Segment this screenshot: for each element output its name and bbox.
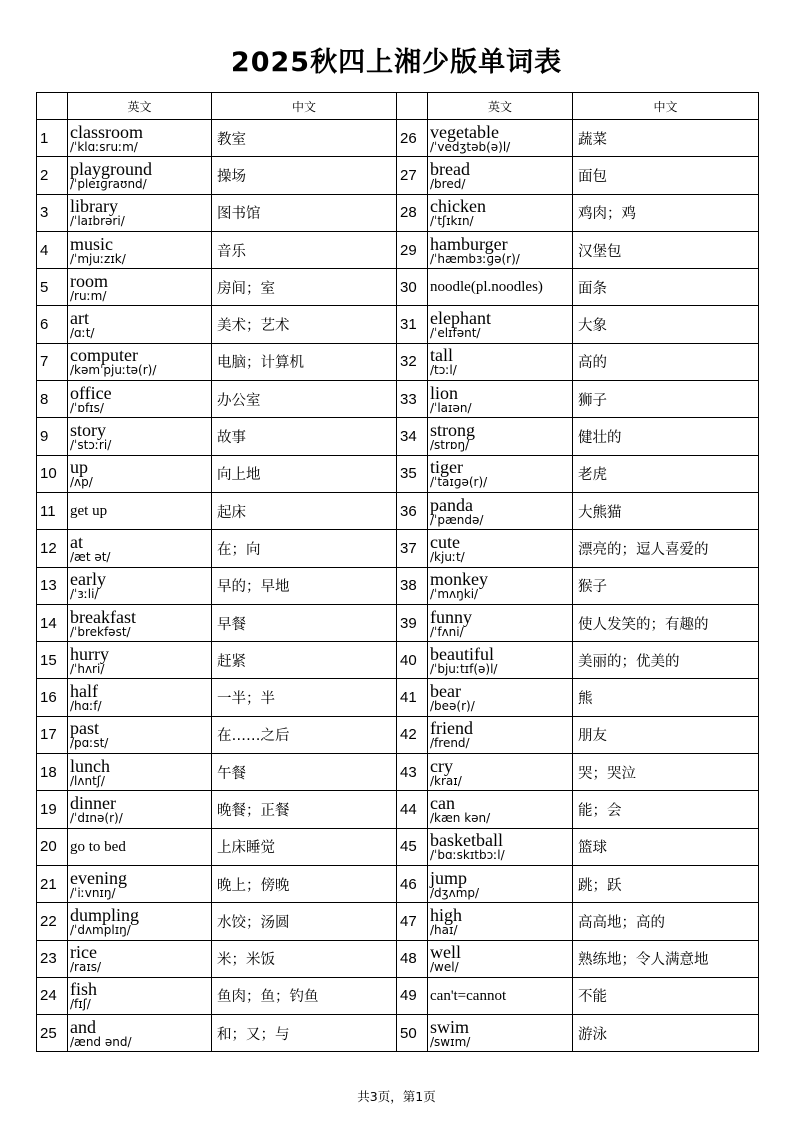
- entry-chinese: 赶紧: [212, 642, 397, 679]
- table-row: [37, 828, 759, 865]
- entry-chinese: 鸡肉；鸡: [573, 194, 759, 231]
- entry-number: 46: [397, 865, 428, 902]
- entry-chinese: 米；米饭: [212, 940, 397, 977]
- english-word: up: [70, 457, 88, 478]
- entry-number: 4: [37, 231, 68, 268]
- entry-chinese: 电脑；计算机: [212, 343, 397, 380]
- table-row: [37, 903, 759, 940]
- phonetic-transcription: /ɑːt/: [70, 326, 95, 341]
- entry-english: [68, 530, 212, 567]
- entry-number: 17: [37, 716, 68, 753]
- table-row: [37, 977, 759, 1014]
- entry-english: [428, 679, 573, 716]
- entry-number: 20: [37, 828, 68, 865]
- english-word: early: [70, 569, 106, 590]
- entry-english: [68, 1015, 212, 1052]
- entry-english: [68, 940, 212, 977]
- table-row: [37, 306, 759, 343]
- entry-english: [68, 418, 212, 455]
- entry-chinese: 面条: [573, 269, 759, 306]
- entry-number: 18: [37, 754, 68, 791]
- entry-english: [428, 604, 573, 641]
- english-word: panda: [430, 494, 473, 515]
- entry-chinese: 哭；哭泣: [573, 754, 759, 791]
- entry-chinese: 跳；跃: [573, 865, 759, 902]
- entry-english: [428, 120, 573, 157]
- english-word: basketball: [430, 830, 503, 851]
- english-word: hamburger: [430, 233, 508, 254]
- phonetic-transcription: /ˈmʌŋki/: [430, 587, 479, 602]
- entry-english: [68, 231, 212, 268]
- table-row: [37, 381, 759, 418]
- phonetic-transcription: /tɔːl/: [430, 363, 457, 378]
- entry-chinese: 午餐: [212, 754, 397, 791]
- phonetic-transcription: /kæn kən/: [430, 810, 491, 825]
- table-body: [37, 120, 759, 1052]
- entry-number: 12: [37, 530, 68, 567]
- phonetic-transcription: /lʌntʃ/: [70, 773, 105, 788]
- entry-number: 24: [37, 977, 68, 1014]
- phonetic-transcription: /kjuːt/: [430, 549, 465, 564]
- phonetic-transcription: /swɪm/: [430, 1034, 471, 1049]
- entry-number: 9: [37, 418, 68, 455]
- english-word: monkey: [430, 569, 488, 590]
- entry-number: 3: [37, 194, 68, 231]
- entry-english: [428, 567, 573, 604]
- english-word: get up: [70, 503, 108, 520]
- table-row: [37, 231, 759, 268]
- entry-number: 19: [37, 791, 68, 828]
- phonetic-transcription: /ʌp/: [70, 475, 93, 490]
- english-word: can: [430, 792, 455, 813]
- english-word: music: [70, 233, 113, 254]
- entry-chinese: 早的；早地: [212, 567, 397, 604]
- english-word: story: [70, 420, 106, 441]
- entry-number: 11: [37, 492, 68, 529]
- entry-number: 26: [397, 120, 428, 157]
- entry-english: [68, 791, 212, 828]
- entry-number: 1: [37, 120, 68, 157]
- entry-chinese: 健壮的: [573, 418, 759, 455]
- entry-english: [428, 754, 573, 791]
- entry-chinese: 图书馆: [212, 194, 397, 231]
- entry-chinese: 熟练地；令人满意地: [573, 940, 759, 977]
- table-row: [37, 604, 759, 641]
- entry-number: 7: [37, 343, 68, 380]
- english-word: tiger: [430, 457, 463, 478]
- entry-chinese: 高高地；高的: [573, 903, 759, 940]
- entry-english: [68, 865, 212, 902]
- english-word: swim: [430, 1016, 470, 1037]
- entry-english: [428, 194, 573, 231]
- phonetic-transcription: /raɪs/: [70, 960, 102, 975]
- entry-number: 50: [397, 1015, 428, 1052]
- table-row: [37, 940, 759, 977]
- entry-chinese: 篮球: [573, 828, 759, 865]
- entry-english: [428, 791, 573, 828]
- table-row: [37, 455, 759, 492]
- english-word: jump: [430, 867, 468, 888]
- entry-chinese: 起床: [212, 492, 397, 529]
- entry-chinese: 不能: [573, 977, 759, 1014]
- english-word: high: [430, 904, 463, 925]
- table-row: [37, 642, 759, 679]
- entry-number: 49: [397, 977, 428, 1014]
- entry-number: 48: [397, 940, 428, 977]
- entry-chinese: 大象: [573, 306, 759, 343]
- header-number-right: [397, 93, 428, 120]
- english-word: bear: [430, 681, 461, 702]
- phonetic-transcription: /ˈtʃɪkɪn/: [430, 214, 474, 229]
- phonetic-transcription: /ˈelɪfənt/: [430, 326, 481, 341]
- entry-chinese: 美丽的；优美的: [573, 642, 759, 679]
- english-word: fish: [70, 979, 97, 1000]
- phonetic-transcription: /strɒŋ/: [430, 438, 470, 453]
- phonetic-transcription: /ˈbrekfəst/: [70, 624, 131, 639]
- entry-chinese: 办公室: [212, 381, 397, 418]
- entry-english: [428, 231, 573, 268]
- phonetic-transcription: /ˈhæmbɜːɡə(r)/: [430, 251, 520, 266]
- english-word: strong: [430, 420, 475, 441]
- phonetic-transcription: /ˈtaɪɡə(r)/: [430, 475, 488, 490]
- entry-english: [68, 567, 212, 604]
- entry-number: 10: [37, 455, 68, 492]
- english-word: and: [70, 1016, 96, 1037]
- entry-number: 31: [397, 306, 428, 343]
- entry-number: 14: [37, 604, 68, 641]
- phonetic-transcription: /haɪ/: [430, 922, 458, 937]
- phonetic-transcription: /bred/: [430, 176, 466, 191]
- entry-number: 42: [397, 716, 428, 753]
- phonetic-transcription: /ˈbjuːtɪf(ə)l/: [430, 661, 498, 676]
- phonetic-transcription: /ˈɒfɪs/: [70, 400, 104, 415]
- english-word: vegetable: [430, 121, 499, 142]
- entry-english: [68, 492, 212, 529]
- entry-chinese: 汉堡包: [573, 231, 759, 268]
- english-word: bread: [430, 158, 470, 179]
- entry-english: [68, 381, 212, 418]
- entry-number: 16: [37, 679, 68, 716]
- header-number-left: [37, 93, 68, 120]
- english-word: noodle(pl.noodles): [430, 279, 543, 296]
- entry-english: [68, 977, 212, 1014]
- english-word: elephant: [430, 308, 491, 329]
- table-row: [37, 1015, 759, 1052]
- entry-chinese: 和；又；与: [212, 1015, 397, 1052]
- phonetic-transcription: /dʒʌmp/: [430, 885, 480, 900]
- english-word: can't=cannot: [430, 987, 507, 1004]
- entry-number: 13: [37, 567, 68, 604]
- english-word: go to bed: [70, 838, 126, 855]
- entry-number: 38: [397, 567, 428, 604]
- phonetic-transcription: /wel/: [430, 960, 459, 975]
- english-word: at: [70, 531, 83, 552]
- entry-number: 25: [37, 1015, 68, 1052]
- table-row: [37, 343, 759, 380]
- entry-english: [428, 1015, 573, 1052]
- entry-english: [68, 828, 212, 865]
- english-word: classroom: [70, 121, 143, 142]
- english-word: lion: [430, 382, 459, 403]
- entry-english: [428, 940, 573, 977]
- entry-chinese: 猴子: [573, 567, 759, 604]
- english-word: hurry: [70, 643, 109, 664]
- entry-number: 5: [37, 269, 68, 306]
- entry-number: 22: [37, 903, 68, 940]
- vocabulary-table: [36, 92, 759, 1052]
- entry-chinese: 大熊猫: [573, 492, 759, 529]
- english-word: funny: [430, 606, 472, 627]
- entry-english: [68, 157, 212, 194]
- english-word: beautiful: [430, 643, 494, 664]
- phonetic-transcription: /ˈstɔːri/: [70, 438, 112, 453]
- english-word: rice: [70, 942, 97, 963]
- entry-english: [68, 343, 212, 380]
- entry-english: [428, 269, 573, 306]
- entry-chinese: 早餐: [212, 604, 397, 641]
- english-word: dumpling: [70, 904, 140, 925]
- phonetic-transcription: /ˈiːvnɪŋ/: [70, 885, 116, 900]
- entry-chinese: 音乐: [212, 231, 397, 268]
- english-word: office: [70, 382, 112, 403]
- phonetic-transcription: /ˈklɑːsruːm/: [70, 139, 138, 154]
- page-title: 2025秋四上湘少版单词表: [230, 47, 563, 78]
- entry-number: 36: [397, 492, 428, 529]
- entry-english: [428, 828, 573, 865]
- phonetic-transcription: /ˈɜːli/: [70, 587, 99, 602]
- english-word: chicken: [430, 196, 486, 217]
- table-row: [37, 567, 759, 604]
- entry-english: [428, 903, 573, 940]
- entry-number: 44: [397, 791, 428, 828]
- header-english-right: 英文: [428, 93, 573, 120]
- english-word: room: [70, 270, 108, 291]
- entry-english: [428, 157, 573, 194]
- header-chinese-right: 中文: [573, 93, 759, 120]
- entry-number: 41: [397, 679, 428, 716]
- entry-chinese: 面包: [573, 157, 759, 194]
- entry-english: [428, 642, 573, 679]
- entry-english: [428, 343, 573, 380]
- entry-chinese: 漂亮的；逗人喜爱的: [573, 530, 759, 567]
- table-header-row: [37, 93, 759, 120]
- phonetic-transcription: /fɪʃ/: [70, 997, 91, 1012]
- entry-number: 39: [397, 604, 428, 641]
- english-word: cute: [430, 531, 460, 552]
- table-row: [37, 418, 759, 455]
- table-row: [37, 530, 759, 567]
- entry-chinese: 一半；半: [212, 679, 397, 716]
- entry-number: 8: [37, 381, 68, 418]
- entry-chinese: 房间；室: [212, 269, 397, 306]
- entry-number: 32: [397, 343, 428, 380]
- phonetic-transcription: /æt ət/: [70, 549, 111, 564]
- entry-chinese: 美术；艺术: [212, 306, 397, 343]
- entry-english: [68, 194, 212, 231]
- entry-chinese: 教室: [212, 120, 397, 157]
- entry-number: 37: [397, 530, 428, 567]
- entry-number: 34: [397, 418, 428, 455]
- entry-number: 6: [37, 306, 68, 343]
- entry-english: [68, 604, 212, 641]
- phonetic-transcription: /pɑːst/: [70, 736, 109, 751]
- entry-english: [68, 754, 212, 791]
- entry-chinese: 故事: [212, 418, 397, 455]
- entry-number: 40: [397, 642, 428, 679]
- entry-number: 43: [397, 754, 428, 791]
- english-word: half: [70, 681, 98, 702]
- english-word: evening: [70, 867, 127, 888]
- entry-chinese: 在……之后: [212, 716, 397, 753]
- entry-chinese: 晚餐；正餐: [212, 791, 397, 828]
- entry-number: 29: [397, 231, 428, 268]
- entry-chinese: 朋友: [573, 716, 759, 753]
- english-word: library: [70, 196, 118, 217]
- phonetic-transcription: /beə(r)/: [430, 699, 475, 714]
- entry-number: 2: [37, 157, 68, 194]
- english-word: computer: [70, 345, 138, 366]
- entry-english: [428, 418, 573, 455]
- header-chinese-left: 中文: [212, 93, 397, 120]
- entry-number: 45: [397, 828, 428, 865]
- entry-english: [68, 455, 212, 492]
- entry-number: 33: [397, 381, 428, 418]
- entry-number: 28: [397, 194, 428, 231]
- phonetic-transcription: /ænd ənd/: [70, 1034, 132, 1049]
- phonetic-transcription: /hɑːf/: [70, 699, 102, 714]
- phonetic-transcription: /kraɪ/: [430, 773, 462, 788]
- entry-english: [428, 492, 573, 529]
- phonetic-transcription: /ˈmjuːzɪk/: [70, 251, 126, 266]
- entry-chinese: 操场: [212, 157, 397, 194]
- table-row: [37, 157, 759, 194]
- entry-english: [428, 865, 573, 902]
- table-row: [37, 194, 759, 231]
- phonetic-transcription: /ˈfʌni/: [430, 624, 464, 639]
- phonetic-transcription: /ˈdʌmplɪŋ/: [70, 922, 131, 937]
- entry-chinese: 水饺；汤圆: [212, 903, 397, 940]
- phonetic-transcription: /ˈpleɪɡraʊnd/: [70, 176, 147, 191]
- entry-english: [428, 977, 573, 1014]
- english-word: friend: [430, 718, 473, 739]
- entry-english: [68, 716, 212, 753]
- entry-number: 15: [37, 642, 68, 679]
- phonetic-transcription: /kəmˈpjuːtə(r)/: [70, 363, 157, 378]
- english-word: cry: [430, 755, 453, 776]
- entry-chinese: 晚上；傍晚: [212, 865, 397, 902]
- entry-english: [68, 269, 212, 306]
- phonetic-transcription: /frend/: [430, 736, 470, 751]
- english-word: past: [70, 718, 99, 739]
- entry-chinese: 老虎: [573, 455, 759, 492]
- entry-chinese: 鱼肉；鱼；钓鱼: [212, 977, 397, 1014]
- entry-number: 27: [397, 157, 428, 194]
- entry-english: [68, 903, 212, 940]
- phonetic-transcription: /ˈhʌri/: [70, 661, 105, 676]
- phonetic-transcription: /ruːm/: [70, 288, 107, 303]
- table-row: [37, 269, 759, 306]
- entry-number: 21: [37, 865, 68, 902]
- table-row: [37, 865, 759, 902]
- entry-english: [68, 120, 212, 157]
- entry-english: [68, 679, 212, 716]
- entry-chinese: 蔬菜: [573, 120, 759, 157]
- entry-chinese: 在；向: [212, 530, 397, 567]
- table-row: [37, 716, 759, 753]
- phonetic-transcription: /ˈpændə/: [430, 512, 484, 527]
- entry-english: [428, 381, 573, 418]
- table-row: [37, 679, 759, 716]
- english-word: tall: [430, 345, 453, 366]
- english-word: playground: [70, 158, 152, 179]
- table-row: [37, 120, 759, 157]
- english-word: art: [70, 308, 89, 329]
- entry-number: 23: [37, 940, 68, 977]
- entry-number: 35: [397, 455, 428, 492]
- entry-chinese: 向上地: [212, 455, 397, 492]
- english-word: well: [430, 942, 461, 963]
- english-word: breakfast: [70, 606, 136, 627]
- phonetic-transcription: /ˈlaɪən/: [430, 400, 472, 415]
- entry-english: [428, 530, 573, 567]
- entry-chinese: 使人发笑的；有趣的: [573, 604, 759, 641]
- entry-chinese: 高的: [573, 343, 759, 380]
- entry-english: [428, 455, 573, 492]
- phonetic-transcription: /ˈdɪnə(r)/: [70, 810, 123, 825]
- entry-chinese: 游泳: [573, 1015, 759, 1052]
- entry-chinese: 能；会: [573, 791, 759, 828]
- header-english-left: 英文: [68, 93, 212, 120]
- entry-english: [428, 716, 573, 753]
- entry-chinese: 上床睡觉: [212, 828, 397, 865]
- entry-chinese: 熊: [573, 679, 759, 716]
- entry-english: [68, 642, 212, 679]
- table-row: [37, 791, 759, 828]
- table-row: [37, 492, 759, 529]
- english-word: lunch: [70, 755, 110, 776]
- phonetic-transcription: /ˈvedʒtəb(ə)l/: [430, 139, 511, 154]
- table-row: [37, 754, 759, 791]
- entry-chinese: 狮子: [573, 381, 759, 418]
- entry-number: 30: [397, 269, 428, 306]
- entry-english: [68, 306, 212, 343]
- english-word: dinner: [70, 792, 116, 813]
- phonetic-transcription: /ˈbɑːskɪtbɔːl/: [430, 848, 505, 863]
- phonetic-transcription: /ˈlaɪbrəri/: [70, 214, 125, 229]
- entry-number: 47: [397, 903, 428, 940]
- entry-english: [428, 306, 573, 343]
- page-footer: 共3页，第1页: [357, 1089, 436, 1104]
